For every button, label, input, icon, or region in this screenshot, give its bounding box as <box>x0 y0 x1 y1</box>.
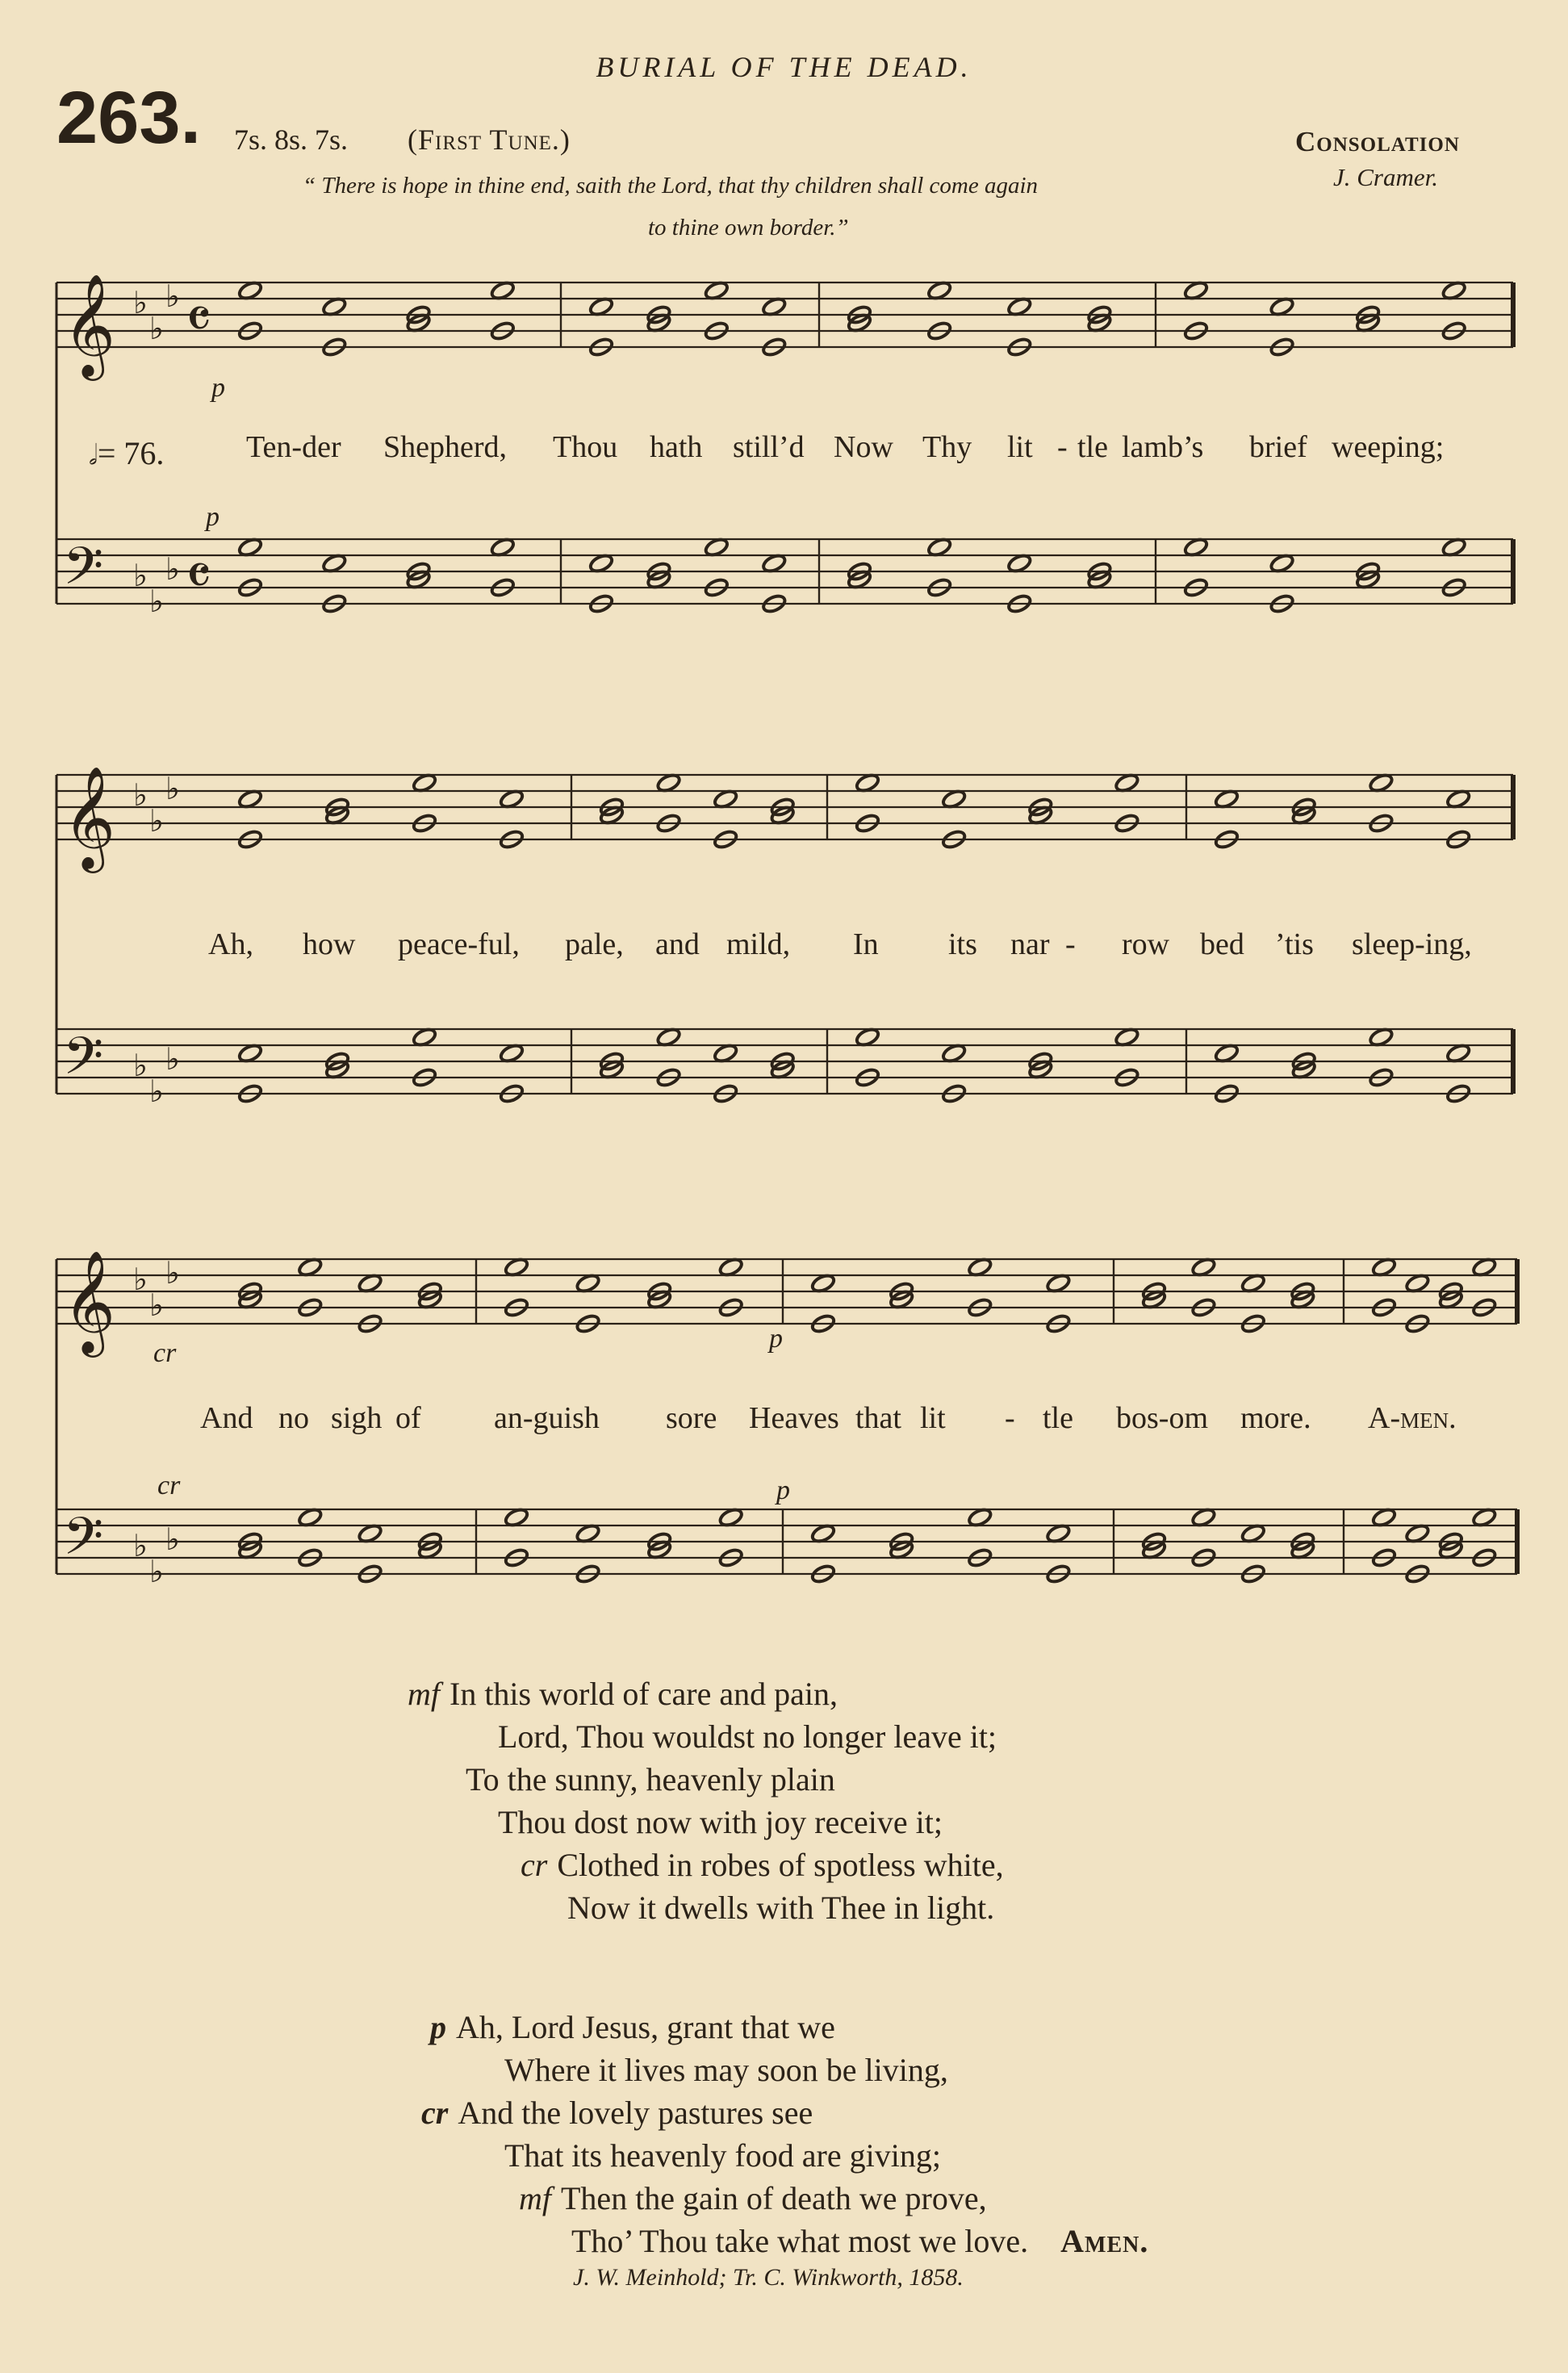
flat-icon: ♭ <box>165 551 180 587</box>
treble-staff <box>56 1249 1517 1358</box>
flat-icon: ♭ <box>149 803 164 839</box>
dynamic-cr-bass: cr <box>157 1471 181 1500</box>
lyric-word: Shepherd, <box>383 430 508 464</box>
treble-staff <box>56 273 1513 381</box>
verse-line: cr And the lovely pastures see <box>421 2095 813 2131</box>
lyric-word: Heaves <box>749 1401 839 1435</box>
lyric-word: an-guish <box>494 1401 600 1435</box>
lyric-word: pale, <box>565 927 624 961</box>
dynamic-cr-treble: cr <box>153 1338 177 1368</box>
epigraph-line-2: to thine own border.” <box>648 215 849 241</box>
lyric-word: - <box>1057 430 1068 464</box>
verse-line: Now it dwells with Thee in light. <box>567 1890 995 1926</box>
lyric-word: and <box>655 927 700 961</box>
amen-label: Amen. <box>1060 2223 1149 2259</box>
lyric-word: Thy <box>922 430 972 464</box>
treble-clef-icon: 𝄞 <box>63 765 116 868</box>
flat-icon: ♭ <box>165 1255 180 1291</box>
lyric-word: brief <box>1249 430 1307 464</box>
lyric-word: lit <box>920 1401 946 1435</box>
flat-icon: ♭ <box>149 311 164 346</box>
lyric-word: - <box>1005 1401 1015 1435</box>
flat-icon: ♭ <box>165 1041 180 1077</box>
treble-staff <box>56 765 1513 873</box>
attribution: J. W. Meinhold; Tr. C. Winkworth, 1858. <box>573 2264 964 2291</box>
flat-icon: ♭ <box>165 1521 180 1557</box>
lyric-word: mild, <box>726 927 791 961</box>
dynamic-mark: mf <box>519 2180 551 2216</box>
lyric-word: of <box>395 1401 421 1435</box>
lyric-word: bed <box>1200 927 1244 961</box>
hymn-number: 263. <box>56 77 202 159</box>
treble-clef-icon: 𝄞 <box>63 273 116 376</box>
common-time-icon: 𝄴 <box>186 285 212 353</box>
section-heading: BURIAL OF THE DEAD. <box>596 51 972 83</box>
lyric-word: Ah, <box>208 927 253 961</box>
verse-line: cr Clothed in robes of spotless white, <box>521 1847 1004 1883</box>
tune-name: Consolation <box>1295 126 1460 157</box>
verse-line: Where it lives may soon be living, <box>504 2052 948 2088</box>
half-note-icon: 𝅗𝅥 <box>89 441 98 471</box>
lyric-word: no <box>278 1401 309 1435</box>
common-time-icon: 𝄴 <box>186 542 212 609</box>
lyric-word: lamb’s <box>1122 430 1204 464</box>
dynamic-mark: cr <box>421 2095 449 2131</box>
lyric-word: Now <box>834 430 893 464</box>
flat-icon: ♭ <box>133 777 148 813</box>
bass-staff <box>56 537 1513 619</box>
lyric-word: how <box>303 927 356 961</box>
flat-icon: ♭ <box>149 584 164 619</box>
lyric-word: In <box>853 927 879 961</box>
hymn-meter: 7s. 8s. 7s. <box>234 123 349 156</box>
lyric-word: lit <box>1007 430 1033 464</box>
bass-clef-icon: 𝄢 <box>63 1507 104 1580</box>
metronome-marking: 𝅗𝅥= 76. <box>89 435 165 471</box>
lyric-word: - <box>1065 927 1076 961</box>
lyric-word: hath <box>650 430 703 464</box>
lyric-word: that <box>855 1401 901 1435</box>
tune-note: (First Tune.) <box>408 123 571 156</box>
dynamic-mark: p <box>430 2009 446 2045</box>
lyric-word: row <box>1122 927 1170 961</box>
epigraph-line-1: “ There is hope in thine end, saith the Lord, that thy children shall come again <box>303 173 1039 199</box>
verse-line: Thou dost now with joy receive it; <box>498 1804 943 1840</box>
lyric-word: sore <box>666 1401 717 1435</box>
lyric-word: more. <box>1240 1401 1311 1435</box>
lyric-word: sleep-ing, <box>1352 927 1472 961</box>
dynamic-p-treble-2: p <box>769 1324 783 1354</box>
flat-icon: ♭ <box>165 771 180 806</box>
lyric-word: its <box>948 927 977 961</box>
verse-line: mf Then the gain of death we prove, <box>519 2180 987 2216</box>
flat-icon: ♭ <box>133 558 148 593</box>
lyric-word: Ten-der <box>246 430 341 464</box>
lyric-word: ’tis <box>1275 927 1314 961</box>
lyric-word: sigh <box>331 1401 383 1435</box>
verse-line: Lord, Thou wouldst no longer leave it; <box>498 1718 997 1755</box>
flat-icon: ♭ <box>133 1262 148 1297</box>
lyric-word: still’d <box>733 430 805 464</box>
flat-icon: ♭ <box>133 1048 148 1083</box>
dynamic-p-bass: p <box>206 502 220 532</box>
flat-icon: ♭ <box>165 278 180 314</box>
dynamic-p-bass-2: p <box>776 1475 790 1505</box>
verse-line: Tho’ Thou take what most we love. Amen. <box>571 2223 1149 2259</box>
dynamic-mark: cr <box>521 1847 548 1883</box>
lyric-word: Thou <box>553 430 618 464</box>
lyric-word: A-men. <box>1368 1401 1457 1435</box>
flat-icon: ♭ <box>149 1287 164 1323</box>
lyric-word: nar <box>1010 927 1050 961</box>
bass-staff <box>56 1507 1517 1589</box>
dynamic-p-treble: p <box>211 373 225 403</box>
lyric-word: tle <box>1077 430 1108 464</box>
flat-icon: ♭ <box>149 1074 164 1109</box>
bass-clef-icon: 𝄢 <box>63 1027 104 1099</box>
lyric-word: peace-ful, <box>398 927 520 961</box>
lyric-word: weeping; <box>1332 430 1445 464</box>
verse-line: That its heavenly food are giving; <box>504 2137 941 2174</box>
bass-clef-icon: 𝄢 <box>63 537 104 609</box>
flat-icon: ♭ <box>133 285 148 320</box>
lyric-word: bos-om <box>1116 1401 1208 1435</box>
verse-line: To the sunny, heavenly plain <box>466 1761 835 1798</box>
treble-clef-icon: 𝄞 <box>63 1249 116 1353</box>
verse-line: p Ah, Lord Jesus, grant that we <box>430 2009 835 2045</box>
verse-line: mf In this world of care and pain, <box>408 1676 838 1712</box>
flat-icon: ♭ <box>133 1528 148 1563</box>
lyric-word: tle <box>1043 1401 1073 1435</box>
lyric-word: And <box>200 1401 253 1435</box>
composer: J. Cramer. <box>1333 163 1439 191</box>
flat-icon: ♭ <box>149 1554 164 1589</box>
dynamic-mark: mf <box>408 1676 440 1712</box>
bass-staff <box>56 1027 1513 1109</box>
